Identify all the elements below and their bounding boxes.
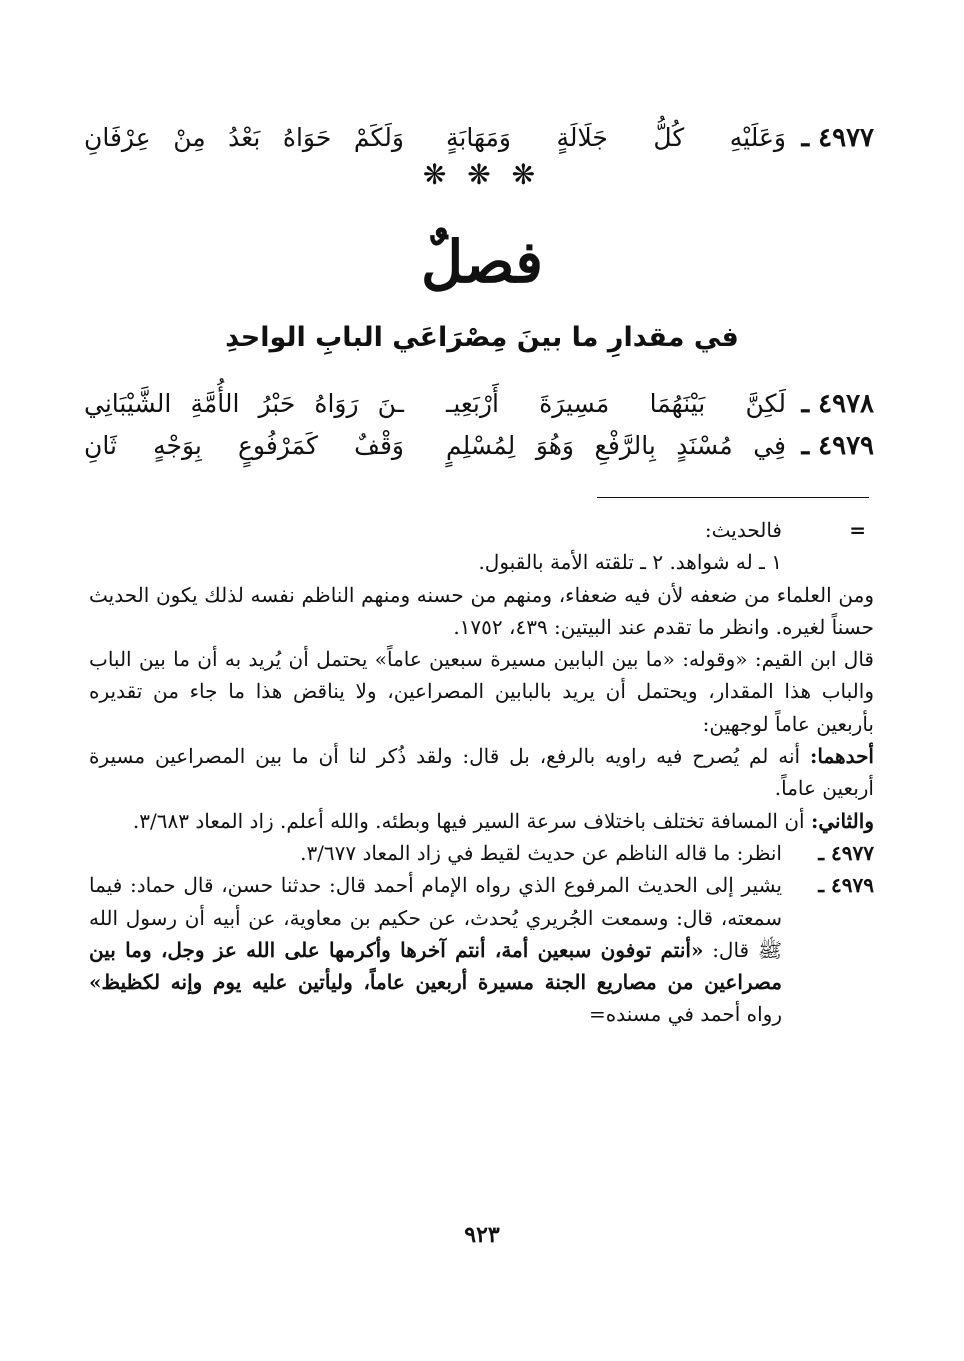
verse-first-hemistich: وَعَلَيْهِ كُلُّ جَلَالَةٍ وَمَهَابَةٍ bbox=[446, 123, 786, 152]
verse-number: ٤٩٧٧ ـ bbox=[801, 123, 874, 153]
verse-line bbox=[84, 384, 874, 428]
point-text: أنه لم يُصرح فيه راويه بالرفع، بل قال: ولقد ذُكر لنا أن ما بين المصراعين مسيرة أربعين عاماً. bbox=[89, 744, 874, 801]
verse-number: ٤٩٧٩ ـ bbox=[801, 431, 874, 461]
verse-second-hemistich: وَقْفٌ كَمَرْفُوعٍ بِوَجْهٍ ثَانِ bbox=[84, 431, 404, 460]
footnote-text: انظر: ما قاله الناظم عن حديث لقيط في زاد المعاد ٣/٦٧٧. bbox=[300, 840, 782, 865]
section-separator-stars: ❋ ❋ ❋ bbox=[422, 158, 542, 191]
fasl-heading: فصلٌ bbox=[421, 228, 543, 296]
footnote-text bbox=[89, 869, 782, 1030]
page-number: ٩٢٣ bbox=[464, 1222, 500, 1248]
chapter-title: في مقدارِ ما بينَ مِصْرَاعَي البابِ الواحدِ bbox=[225, 322, 739, 353]
verse-line bbox=[84, 118, 874, 162]
footnote-continued bbox=[89, 514, 874, 579]
hadith-quote: «أنتم توفون سبعين أمة، أنتم آخرها وأكرمها على الله عز وجل، وما بين مصراعين من مصاريع الجنة مسيرة أربعين عاماً، وليأتين عليه يوم وإنه لكظيظ» bbox=[89, 937, 782, 995]
footnote-text-part: يشير إلى الحديث المرفوع الذي رواه الإمام أحمد قال: حدثنا حسن، قال حماد: فيما سمعته، قال: وسمعت الجُريري يُحدث، عن حكيم بن معاوية، عن أبيه أن رسول الله ﷺ قال: bbox=[89, 873, 782, 962]
verse-second-hemistich: ـنَ رَوَاهُ حَبْرُ الأُمَّةِ الشَّيْبَانِي bbox=[84, 389, 404, 418]
footnote-line: فالحديث: bbox=[704, 518, 782, 542]
footnote bbox=[89, 837, 874, 869]
footnote-line bbox=[89, 740, 874, 805]
point-label: أحدهما: bbox=[809, 744, 874, 769]
footnote-line: ١ ـ له شواهد. ٢ ـ تلقته الأمة بالقبول. bbox=[478, 550, 782, 575]
footnotes bbox=[89, 514, 874, 1031]
footnote-number: ٤٩٧٩ ـ bbox=[818, 873, 874, 898]
footnote-line: قال ابن القيم: «وقوله: «ما بين البابين مسيرة سبعين عاماً» يحتمل أن يُريد به أن ما بين الباب والباب هذا المقدار، ويحتمل أن يريد بالبابين المصراعين، ولا يناقض هذا ما جاء من تقديره بأربعين عاماً لوجهين: bbox=[89, 647, 874, 736]
footnote bbox=[89, 869, 874, 1030]
continuation-marker: = bbox=[849, 518, 866, 542]
verse-line bbox=[84, 426, 874, 470]
footnote-text-part: رواه أحمد في مسنده= bbox=[589, 1002, 782, 1027]
verse-first-hemistich: لَكِنَّ بَيْنَهُمَا مَسِيرَةَ أَرْبَعِيـ bbox=[446, 389, 786, 418]
footnote-separator bbox=[597, 497, 869, 498]
verse-second-hemistich: وَلَكَمْ حَوَاهُ بَعْدُ مِنْ عِرْفَانِ bbox=[84, 123, 404, 152]
footnote-line bbox=[89, 805, 874, 837]
point-label: والثاني: bbox=[810, 808, 874, 833]
point-text: أن المسافة تختلف باختلاف سرعة السير فيها وبطئه. والله أعلم. زاد المعاد ٣/٦٨٣. bbox=[132, 808, 805, 833]
verse-first-hemistich: فِي مُسْنَدٍ بِالرَّفْعِ وَهُوَ لِمُسْلِمٍ bbox=[446, 431, 786, 460]
footnote-paragraph bbox=[89, 579, 874, 837]
verse-number: ٤٩٧٨ ـ bbox=[801, 389, 874, 419]
footnote-line: ومن العلماء من ضعفه لأن فيه ضعفاء، ومنهم من حسنه ومنهم الناظم نفسه لذلك يكون الحديث حسناً لغيره. وانظر ما تقدم عند البيتين: ٤٣٩، ١٧٥٢. bbox=[89, 582, 874, 639]
footnote-number: ٤٩٧٧ ـ bbox=[818, 840, 874, 865]
